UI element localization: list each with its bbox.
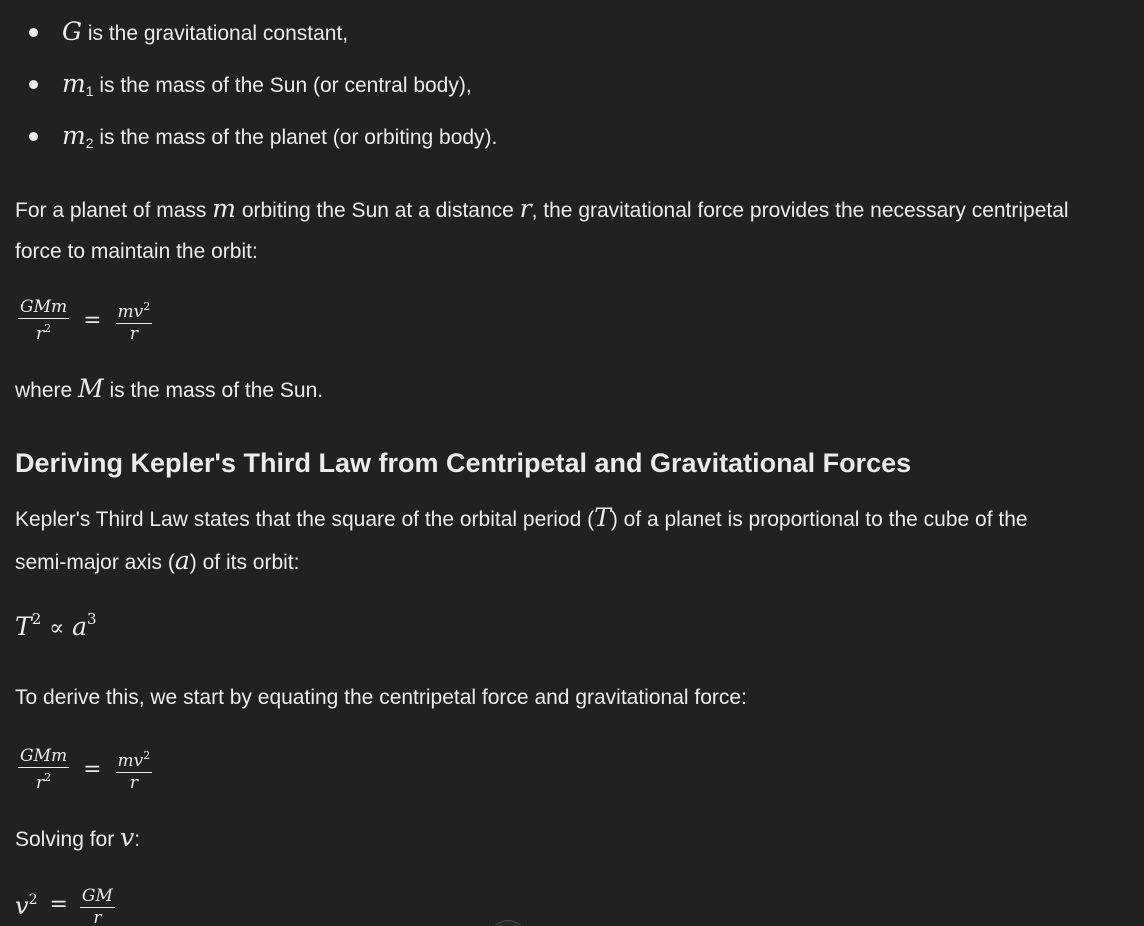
text: : (134, 828, 141, 851)
fraction (80, 886, 115, 926)
denominator (36, 768, 51, 792)
exponent: 2 (31, 610, 42, 628)
text: Kepler's Third Law states that the square of the orbital period ( (15, 508, 595, 531)
numerator: GMm (20, 746, 68, 766)
math-symbol: M (78, 374, 104, 403)
math-symbol: T (15, 612, 32, 641)
math-symbol: m (62, 69, 86, 98)
paragraph-kepler (15, 497, 1075, 583)
math-subscript: 2 (85, 135, 94, 151)
equation-velocity (15, 886, 115, 926)
list-item-text: is the gravitational constant, (81, 22, 349, 45)
text: orbiting the Sun at a distance (235, 199, 520, 222)
numerator (116, 746, 153, 773)
den-base: r (35, 324, 45, 344)
fraction (116, 297, 153, 343)
exponent: 2 (44, 322, 52, 335)
denominator: r (93, 908, 102, 926)
list-item (15, 66, 497, 118)
list-item-text: is the mass of the Sun (or central body), (93, 74, 472, 97)
math-symbol: a (174, 546, 190, 575)
math-symbol: v (120, 823, 135, 852)
paragraph-centripetal (15, 188, 1075, 272)
paragraph-where (15, 368, 1075, 411)
math-subscript: 1 (85, 83, 94, 99)
exponent: 2 (143, 300, 151, 313)
list-item (15, 118, 497, 170)
text: ) of a planet is proportional to the cube of the semi-major axis ( (15, 508, 1028, 574)
paragraph-solving (15, 817, 1075, 860)
math-symbol: G (62, 17, 82, 46)
exponent: 2 (28, 892, 38, 908)
math-symbol: T (594, 503, 611, 532)
text: where (15, 379, 79, 402)
denominator: r (129, 324, 138, 344)
text: is the mass of the Sun. (103, 379, 324, 402)
math-symbol: m (212, 194, 236, 223)
fraction (116, 746, 153, 792)
math-symbol: r (519, 194, 532, 223)
bullet-icon (29, 80, 38, 89)
denominator: r (129, 773, 138, 793)
text: ) of its orbit: (189, 551, 300, 574)
bullet-icon (29, 132, 38, 141)
math-symbol: v (15, 892, 29, 920)
num-base: mv (117, 302, 144, 322)
fraction (18, 746, 69, 792)
equals-sign: = (49, 892, 68, 917)
equals-sign: = (83, 756, 102, 782)
numerator (116, 297, 153, 324)
section-heading: Deriving Kepler's Third Law from Centripetal and Gravitational Forces (15, 448, 912, 478)
text: Solving for (15, 828, 121, 851)
bullet-icon (29, 28, 38, 37)
text: , the gravitational force provides the necessary centripetal force to maintain the orbit: (15, 199, 1069, 263)
definitions-list (15, 14, 497, 170)
equation-force-balance (18, 297, 152, 343)
exponent: 3 (87, 610, 97, 628)
lhs (15, 892, 37, 920)
numerator: GM (81, 886, 113, 906)
numerator: GMm (20, 297, 68, 317)
list-item-text: is the mass of the planet (or orbiting body). (93, 126, 498, 149)
exponent: 2 (44, 771, 52, 784)
equals-sign: = (83, 307, 102, 333)
math-symbol: a (72, 612, 88, 641)
list-item (15, 14, 497, 66)
denominator (36, 319, 51, 343)
paragraph-derive: To derive this, we start by equating the centripetal force and gravitational force: (15, 686, 747, 709)
scroll-down-button[interactable] (490, 920, 526, 926)
num-base: mv (117, 751, 144, 771)
den-base: r (35, 773, 45, 793)
math-symbol: m (62, 121, 86, 150)
text: For a planet of mass (15, 199, 213, 222)
equation-force-balance-2 (18, 746, 152, 792)
equation-kepler-proportion (15, 610, 97, 641)
exponent: 2 (143, 749, 151, 762)
fraction (18, 297, 69, 343)
proportional-sign: ∝ (49, 616, 65, 641)
